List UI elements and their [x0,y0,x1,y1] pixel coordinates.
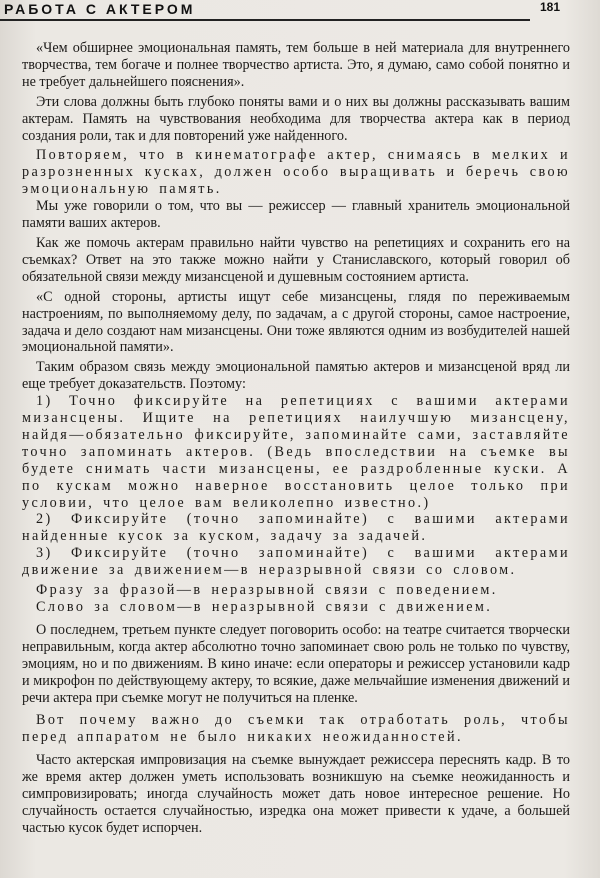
chapter-title: РАБОТА С АКТЕРОМ [4,1,196,17]
paragraph-14: Вот почему важно до съемки так отработать роль, чтобы перед аппаратом не было никаких неожиданностей. [22,712,570,746]
running-header [0,0,600,20]
page-body [22,40,570,837]
header-rule [0,19,530,21]
paragraph-3: Повторяем, что в кинематографе актер, снимаясь в мелких и разрозненных кусках, должен особо выращивать и беречь свою эмоциональную память. [22,147,570,198]
paragraph-5: Как же помочь актерам правильно найти чувство на репетициях и сохранить его на съемках? Ответ на это также можно найти у Станиславского, который говорил об обязательной связи между мизансценой и душевным состоянием артиста. [22,234,570,285]
list-item-3: 3) Фиксируйте (точно запоминайте) с вашими актерами движение за движением—в неразрывной связи со словом. [22,545,570,579]
paragraph-15: Часто актерская импровизация на съемке вынуждает режиссера переснять кадр. В то же время актер должен уметь использовать возникшую на съемке неожиданность и симпровизировать; иногда случайность может дать новое интересное решение. Но случайность остается случайностью, изредка она может привести к удаче, а большей частью кусок будет испорчен. [22,752,570,836]
page-number: 181 [539,0,560,14]
paragraph-7: Таким образом связь между эмоциональной памятью актеров и мизансценой вряд ли еще требует доказательств. Поэтому: [22,359,570,393]
word-line: Слово за словом—в неразрывной связи с движением. [36,599,493,615]
paragraph-1: «Чем обширнее эмоциональная память, тем больше в ней материала для внутреннего творчества, тем богаче и полнее творчество артиста. Это, я думаю, само собой понятно и не требует дальнейшего пояснения». [22,40,570,90]
paragraph-2: Эти слова должны быть глубоко поняты вами и о них вы должны рассказывать вашим актерам. Память на чувствования необходима для творчества актера как в период создания роли, так и для повторений уже найденного. [22,93,570,144]
quote-paragraph: «С одной стороны, артисты ищут себе мизансцены, глядя по переживаемым настроениям, по выполняемому делу, по задачам, а с другой стороны, самое настроение, задача и дело создают нам мизансцены. Они тоже являются одним из возбудителей нашей эмоциональной памяти». [22,288,570,356]
phrase-line: Фразу за фразой—в неразрывной связи с поведением. [36,582,498,599]
paragraph-4: Мы уже говорили о том, что вы — режиссер — главный хранитель эмоциональной памяти ваших актеров. [22,198,570,232]
paragraph-13: О последнем, третьем пункте следует поговорить особо: на театре считается творчески неправильным, когда актер абсолютно точно запоминает свою роль не только по чувству, эмоциям, но и по движениям. В кино иначе: если операторы и режиссер установили кадр и микрофон по действующему актеру, то всякие, даже мельчайшие изменения движений и речи актера при съемке могут не получиться на пленке. [22,621,570,706]
list-item-1: 1) Точно фиксируйте на репетициях с вашими актерами мизансцены. Ищите на репетициях наилучшую мизансцену, найдя—обязательно фиксируйте, запоминайте сами, заставляйте точно запоминать актеров. (Ведь впоследствии на съемке вы будете снимать части мизансцены, ее раздробленные куски. А по кускам можно наверное восстановить целое только при условии, что целое вам великолепно известно.) [22,393,570,511]
list-item-2: 2) Фиксируйте (точно запоминайте) с вашими актерами найденные кусок за куском, задачу за задачей. [22,511,570,545]
